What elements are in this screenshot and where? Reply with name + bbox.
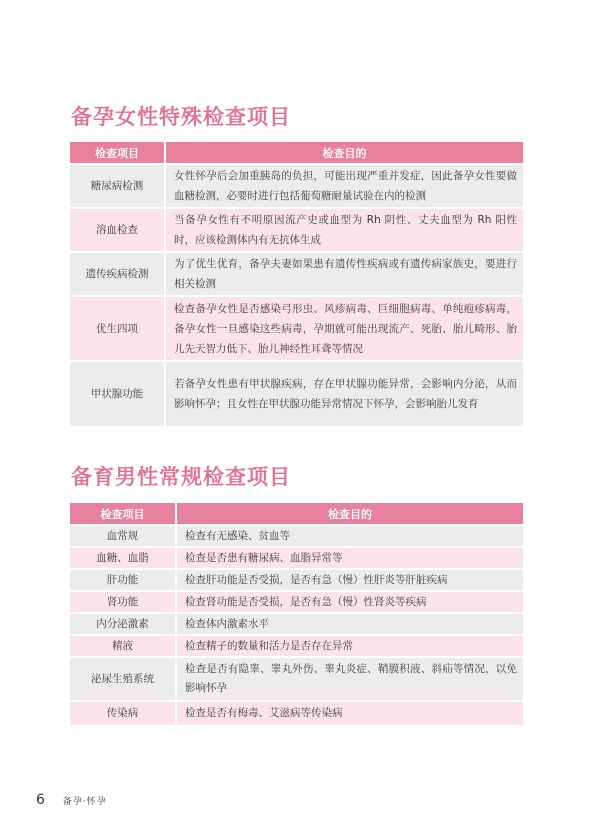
section-title-male: 备育男性常规检查项目 — [71, 465, 291, 489]
row-item: 血常规 — [70, 525, 176, 547]
row-purpose: 检查肝功能是否受损，是否有急（慢）性肝炎等肝脏疾病 — [176, 569, 523, 591]
table-row — [70, 252, 523, 296]
table-header-row — [70, 142, 523, 164]
header-purpose: 检查目的 — [176, 503, 523, 525]
row-item: 传染病 — [70, 701, 176, 725]
table-row — [70, 547, 523, 569]
row-item: 内分泌激素 — [70, 613, 176, 635]
header-item: 检查项目 — [70, 142, 165, 164]
table-row — [70, 635, 523, 657]
row-item: 甲状腺功能 — [70, 361, 165, 426]
table-row — [70, 569, 523, 591]
table-row — [70, 701, 523, 725]
table-header-row — [70, 503, 523, 525]
row-purpose: 女性怀孕后会加重胰岛的负担，可能出现严重并发症，因此备孕女性要做血糖检测，必要时进行包括葡萄糖耐量试验在内的检测 — [165, 164, 523, 208]
header-purpose: 检查目的 — [165, 142, 523, 164]
table-row — [70, 591, 523, 613]
row-item: 血糖、血脂 — [70, 547, 176, 569]
row-item: 精液 — [70, 635, 176, 657]
row-item: 肾功能 — [70, 591, 176, 613]
page-number: 6 — [36, 792, 45, 808]
row-purpose: 检查是否有隐睾、睾丸外伤、睾丸炎症、鞘膜积液、斜疝等情况，以免影响怀孕 — [176, 657, 523, 701]
row-item: 泌尿生殖系统 — [70, 657, 176, 701]
table-row — [70, 525, 523, 547]
row-item: 优生四项 — [70, 296, 165, 361]
section-title-female: 备孕女性特殊检查项目 — [71, 105, 291, 129]
table-row — [70, 361, 523, 426]
row-item: 肝功能 — [70, 569, 176, 591]
row-purpose: 检查是否患有糖尿病、血脂异常等 — [176, 547, 523, 569]
header-item: 检查项目 — [70, 503, 176, 525]
table-row — [70, 164, 523, 208]
book-title: 备孕·怀孕 — [62, 797, 107, 807]
row-purpose: 为了优生优育，备孕夫妻如果患有遗传性疾病或有遗传病家族史，要进行相关检测 — [165, 252, 523, 296]
female-exam-table — [70, 142, 523, 426]
table-row — [70, 208, 523, 252]
row-purpose: 检查是否有梅毒、艾滋病等传染病 — [176, 701, 523, 725]
table-row — [70, 613, 523, 635]
row-purpose: 检查体内激素水平 — [176, 613, 523, 635]
row-purpose: 检查备孕女性是否感染弓形虫、风疹病毒、巨细胞病毒、单纯疱疹病毒，备孕女性一旦感染这些病毒，孕期就可能出现流产、死胎、胎儿畸形、胎儿先天智力低下、胎儿神经性耳聋等情况 — [165, 296, 523, 361]
row-purpose: 当备孕女性有不明原因流产史或血型为 Rh 阴性、丈夫血型为 Rh 阳性时，应该检测体内有无抗体生成 — [165, 208, 523, 252]
page-footer — [36, 792, 107, 808]
row-purpose: 若备孕女性患有甲状腺疾病，存在甲状腺功能异常，会影响内分泌，从而影响怀孕；且女性在甲状腺功能异常情况下怀孕，会影响胎儿发育 — [165, 361, 523, 426]
row-item: 溶血检查 — [70, 208, 165, 252]
row-purpose: 检查有无感染、贫血等 — [176, 525, 523, 547]
row-item: 遗传疾病检测 — [70, 252, 165, 296]
table-row — [70, 657, 523, 701]
row-purpose: 检查肾功能是否受损，是否有急（慢）性肾炎等疾病 — [176, 591, 523, 613]
row-item: 糖尿病检测 — [70, 164, 165, 208]
male-exam-table — [70, 503, 523, 725]
table-row — [70, 296, 523, 361]
row-purpose: 检查精子的数量和活力是否存在异常 — [176, 635, 523, 657]
